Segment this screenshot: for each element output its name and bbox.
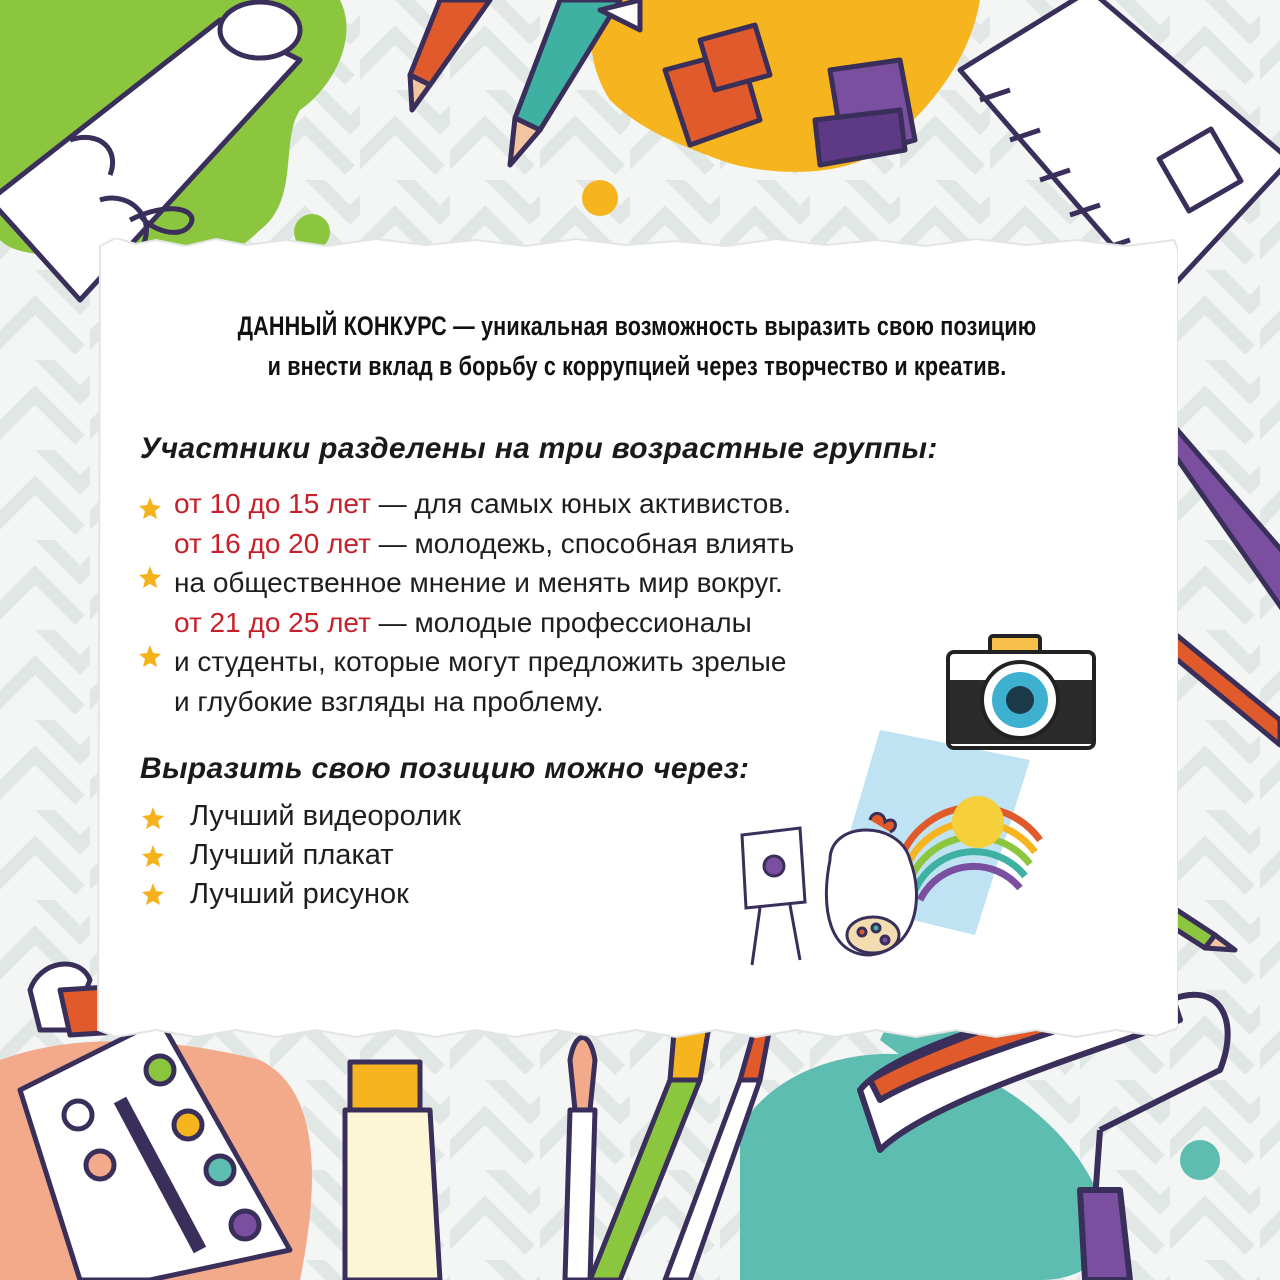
chicken-artist-illustration bbox=[742, 813, 917, 965]
age-description-cont: на общественное мнение и менять мир вокруг. bbox=[174, 567, 783, 598]
intro-line2: и внести вклад в борьбу с коррупцией через творчество и креатив. bbox=[267, 351, 1007, 381]
ways-heading: Выразить свою позицию можно через: bbox=[140, 752, 750, 785]
age-description-cont: и студенты, которые могут предложить зрелые bbox=[174, 646, 787, 677]
age-description-cont: и глубокие взгляды на проблему. bbox=[174, 685, 604, 717]
groups-heading: Участники разделены на три возрастные группы: bbox=[140, 432, 938, 465]
camera-icon bbox=[948, 636, 1094, 748]
age-description: — молодые профессионалы bbox=[370, 606, 752, 638]
way-item-poster: Лучший плакат bbox=[190, 839, 394, 871]
way-item-drawing: Лучший рисунок bbox=[190, 878, 409, 910]
intro-line1: — уникальная возможность выразить свою позицию bbox=[446, 311, 1037, 341]
age-description: — молодежь, способная влиять bbox=[370, 527, 795, 559]
age-description: — для самых юных активистов. bbox=[370, 488, 792, 519]
age-range: от 16 до 20 лет bbox=[174, 527, 371, 559]
age-range: от 21 до 25 лет bbox=[174, 606, 371, 638]
age-range: от 10 до 15 лет bbox=[174, 488, 371, 519]
way-item-video: Лучший видеоролик bbox=[190, 800, 461, 832]
intro-title: ДАННЫЙ КОНКУРС bbox=[237, 311, 447, 341]
